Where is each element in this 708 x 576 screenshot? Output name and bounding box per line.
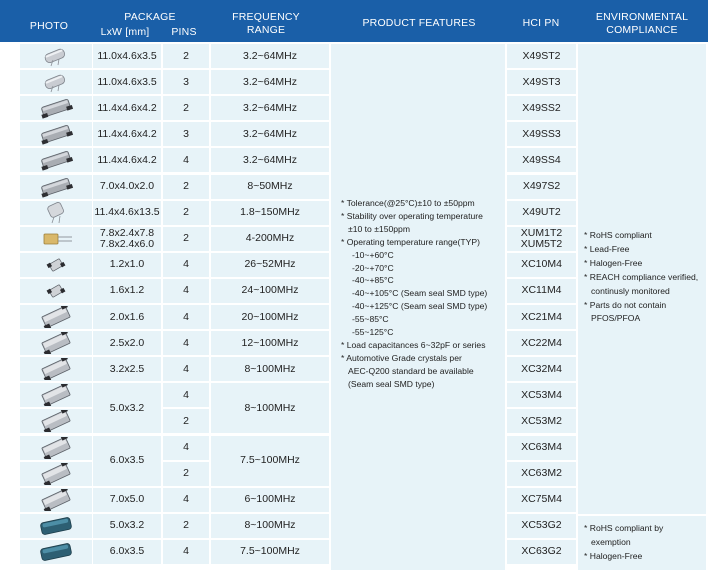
package-line: 7.8x2.4x7.8 bbox=[99, 226, 155, 239]
hc49-crystal-icon bbox=[36, 71, 76, 93]
feature-line: -10~+60°C bbox=[352, 249, 394, 260]
smd-pad-icon bbox=[36, 463, 76, 485]
package-cell: 1.2x1.0 bbox=[93, 253, 161, 277]
part-number-cell: XC63M4 bbox=[507, 436, 576, 460]
pins-cell: 2 bbox=[163, 201, 209, 225]
package-cell: 11.4x4.6x4.2 bbox=[93, 122, 161, 146]
compliance-list-a bbox=[584, 229, 698, 326]
pins-cell: 2 bbox=[163, 462, 209, 486]
frequency-cell: 8~100MHz bbox=[211, 357, 329, 381]
package-cell: 11.4x4.6x4.2 bbox=[93, 96, 161, 120]
photo-cell bbox=[20, 175, 92, 199]
pins-cell: 2 bbox=[163, 227, 209, 251]
pins-cell: 4 bbox=[163, 305, 209, 329]
pins-cell: 2 bbox=[163, 44, 209, 68]
smd-pad-icon bbox=[36, 437, 76, 459]
header-features: PRODUCT FEATURES bbox=[362, 17, 476, 29]
package-cell: 2.5x2.0 bbox=[93, 331, 161, 355]
part-number-cell: XC53M4 bbox=[507, 383, 576, 407]
frequency-cell: 1.8~150MHz bbox=[211, 201, 329, 225]
part-number-cell: XC63M2 bbox=[507, 462, 576, 486]
smd-pad-icon bbox=[36, 410, 76, 432]
part-number-cell: XC10M4 bbox=[507, 253, 576, 277]
smd-crystal-icon bbox=[36, 149, 76, 171]
photo-cell bbox=[20, 436, 92, 460]
package-cell: 5.0x3.2 bbox=[93, 383, 161, 433]
part-number-cell: XC32M4 bbox=[507, 357, 576, 381]
smd-pad-icon bbox=[36, 384, 76, 406]
hc49-crystal-icon bbox=[36, 45, 76, 67]
pins-cell: 2 bbox=[163, 96, 209, 120]
photo-cell bbox=[20, 383, 92, 407]
cylinder-crystal-icon bbox=[36, 228, 76, 250]
compliance-line: exemption bbox=[591, 536, 631, 547]
pins-cell: 2 bbox=[163, 175, 209, 199]
photo-cell bbox=[20, 409, 92, 433]
compliance-line: * Halogen-Free bbox=[584, 550, 643, 561]
hc49u-crystal-icon bbox=[36, 202, 76, 224]
header-range: RANGE bbox=[246, 24, 286, 36]
header-environmental: ENVIRONMENTAL bbox=[595, 11, 689, 23]
smd-crystal-icon bbox=[36, 176, 76, 198]
smd-pad-icon bbox=[36, 489, 76, 511]
compliance-line: * Parts do not contain bbox=[584, 299, 667, 310]
part-number-cell: X49SS3 bbox=[507, 122, 576, 146]
feature-line: * Automotive Grade crystals per bbox=[341, 352, 462, 363]
package-cell: 5.0x3.2 bbox=[93, 514, 161, 538]
photo-cell bbox=[20, 201, 92, 225]
feature-line: * Tolerance(@25°C)±10 to ±50ppm bbox=[341, 198, 475, 208]
package-cell: 7.0x4.0x2.0 bbox=[93, 175, 161, 199]
package-cell: 11.0x4.6x3.5 bbox=[93, 70, 161, 94]
feature-line: -20~+70°C bbox=[352, 262, 394, 273]
part-number-cell: XC53M2 bbox=[507, 409, 576, 433]
photo-cell bbox=[20, 70, 92, 94]
feature-line: -40~+85°C bbox=[352, 275, 394, 286]
part-number-cell bbox=[507, 227, 576, 251]
frequency-cell: 24~100MHz bbox=[211, 279, 329, 303]
compliance-line: continusly monitored bbox=[591, 285, 670, 296]
compliance-line: * REACH compliance verified, bbox=[584, 271, 699, 282]
part-number-cell: X49ST3 bbox=[507, 70, 576, 94]
compliance-line: * RoHS compliant bbox=[584, 230, 652, 240]
frequency-cell: 3.2~64MHz bbox=[211, 122, 329, 146]
features-list bbox=[341, 197, 487, 391]
package-cell: 6.0x3.5 bbox=[93, 436, 161, 486]
part-number-cell: XC11M4 bbox=[507, 279, 576, 303]
package-cell: 11.0x4.6x3.5 bbox=[93, 44, 161, 68]
package-line: 7.8x2.4x6.0 bbox=[99, 237, 155, 250]
feature-line: * Operating temperature range(TYP) bbox=[341, 236, 480, 247]
header-hci-pn: HCI PN bbox=[522, 17, 560, 29]
part-number-cell: XC53G2 bbox=[507, 514, 576, 538]
small-smd-icon bbox=[36, 254, 76, 276]
frequency-cell: 8~100MHz bbox=[211, 383, 329, 433]
part-number-cell: X49SS2 bbox=[507, 96, 576, 120]
part-number-cell: X49SS4 bbox=[507, 148, 576, 172]
header-photo: PHOTO bbox=[29, 20, 69, 32]
photo-cell bbox=[20, 540, 92, 564]
part-number-cell: XC22M4 bbox=[507, 331, 576, 355]
header-lxw: LxW [mm] bbox=[100, 26, 150, 38]
part-number-cell: X49UT2 bbox=[507, 201, 576, 225]
frequency-cell: 20~100MHz bbox=[211, 305, 329, 329]
header-pins: PINS bbox=[171, 26, 197, 38]
feature-line: -40~+125°C (Seam seal SMD type) bbox=[352, 301, 488, 312]
photo-cell bbox=[20, 331, 92, 355]
frequency-cell: 8~100MHz bbox=[211, 514, 329, 538]
feature-line: AEC-Q200 standard be available bbox=[348, 365, 474, 376]
pins-cell: 4 bbox=[163, 540, 209, 564]
package-cell: 1.6x1.2 bbox=[93, 279, 161, 303]
compliance-list-b bbox=[584, 522, 663, 564]
package-cell bbox=[93, 227, 161, 251]
photo-cell bbox=[20, 462, 92, 486]
smd-pad-icon bbox=[36, 306, 76, 328]
frequency-cell: 3.2~64MHz bbox=[211, 96, 329, 120]
pins-cell: 4 bbox=[163, 383, 209, 407]
frequency-cell: 6~100MHz bbox=[211, 488, 329, 512]
frequency-cell: 26~52MHz bbox=[211, 253, 329, 277]
package-cell: 11.4x4.6x13.5 bbox=[93, 201, 161, 225]
feature-line: -55~85°C bbox=[352, 314, 389, 325]
compliance-line: * Halogen-Free bbox=[584, 257, 643, 268]
frequency-cell: 3.2~64MHz bbox=[211, 148, 329, 172]
frequency-cell: 4-200MHz bbox=[211, 227, 329, 251]
package-cell: 2.0x1.6 bbox=[93, 305, 161, 329]
photo-cell bbox=[20, 44, 92, 68]
photo-cell bbox=[20, 122, 92, 146]
feature-line: * Stability over operating temperature bbox=[341, 210, 483, 221]
photo-cell bbox=[20, 148, 92, 172]
pins-cell: 4 bbox=[163, 331, 209, 355]
frequency-cell: 7.5~100MHz bbox=[211, 436, 329, 486]
compliance-line: * Lead-Free bbox=[584, 243, 630, 254]
pins-cell: 4 bbox=[163, 148, 209, 172]
part-number-cell: XC63G2 bbox=[507, 540, 576, 564]
seam-seal-smd-icon bbox=[36, 515, 76, 537]
frequency-cell: 3.2~64MHz bbox=[211, 44, 329, 68]
photo-cell bbox=[20, 253, 92, 277]
package-cell: 7.0x5.0 bbox=[93, 488, 161, 512]
package-cell: 11.4x4.6x4.2 bbox=[93, 148, 161, 172]
pins-cell: 3 bbox=[163, 122, 209, 146]
smd-pad-icon bbox=[36, 332, 76, 354]
part-number-line: XUM1T2 bbox=[520, 226, 563, 239]
compliance-line: PFOS/PFOA bbox=[591, 313, 641, 324]
pins-cell: 4 bbox=[163, 357, 209, 381]
header-frequency: FREQUENCY bbox=[232, 11, 300, 23]
frequency-cell: 8~50MHz bbox=[211, 175, 329, 199]
photo-cell bbox=[20, 305, 92, 329]
part-number-cell: XC21M4 bbox=[507, 305, 576, 329]
smd-crystal-icon bbox=[36, 123, 76, 145]
part-number-cell: X497S2 bbox=[507, 175, 576, 199]
package-cell: 6.0x3.5 bbox=[93, 540, 161, 564]
pins-cell: 3 bbox=[163, 70, 209, 94]
frequency-cell: 3.2~64MHz bbox=[211, 70, 329, 94]
pins-cell: 4 bbox=[163, 488, 209, 512]
pins-cell: 4 bbox=[163, 279, 209, 303]
photo-cell bbox=[20, 514, 92, 538]
frequency-cell: 7.5~100MHz bbox=[211, 540, 329, 564]
small-smd-icon bbox=[36, 280, 76, 302]
header-compliance: COMPLIANCE bbox=[606, 24, 678, 36]
seam-seal-smd-icon bbox=[36, 541, 76, 563]
feature-line: * Load capacitances 6~32pF or series bbox=[341, 339, 486, 350]
feature-line: (Seam seal SMD type) bbox=[348, 378, 435, 389]
package-cell: 3.2x2.5 bbox=[93, 357, 161, 381]
pins-cell: 4 bbox=[163, 253, 209, 277]
pins-cell: 2 bbox=[163, 514, 209, 538]
feature-line: ±10 to ±150ppm bbox=[348, 223, 410, 234]
photo-cell bbox=[20, 357, 92, 381]
part-number-cell: X49ST2 bbox=[507, 44, 576, 68]
photo-cell bbox=[20, 227, 92, 251]
photo-cell bbox=[20, 488, 92, 512]
part-number-line: XUM5T2 bbox=[520, 237, 563, 250]
compliance-line: * RoHS compliant by bbox=[584, 523, 664, 533]
feature-line: -40~+105°C (Seam seal SMD type) bbox=[352, 288, 488, 299]
part-number-cell: XC75M4 bbox=[507, 488, 576, 512]
photo-cell bbox=[20, 279, 92, 303]
smd-crystal-icon bbox=[36, 97, 76, 119]
header-package: PACKAGE bbox=[124, 11, 176, 23]
frequency-cell: 12~100MHz bbox=[211, 331, 329, 355]
photo-cell bbox=[20, 96, 92, 120]
pins-cell: 4 bbox=[163, 436, 209, 460]
smd-pad-icon bbox=[36, 358, 76, 380]
pins-cell: 2 bbox=[163, 409, 209, 433]
feature-line: -55~125°C bbox=[352, 327, 394, 338]
